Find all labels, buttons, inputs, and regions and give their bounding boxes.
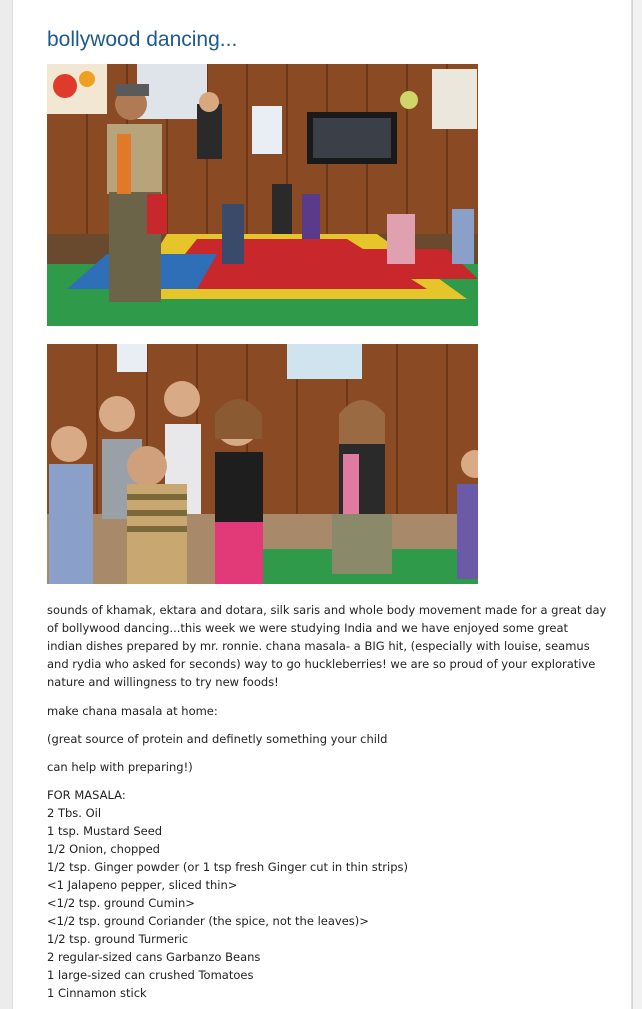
recipe-intro: make chana masala at home: — [47, 704, 218, 718]
ingredient-item: 2 Tbs. Oil — [47, 806, 102, 820]
blog-post — [12, 0, 632, 1009]
photo-2-illustration — [47, 344, 478, 584]
ingredient-item: 1 large-sized can crushed Tomatoes — [47, 968, 254, 982]
recipe-note-line-2: can help with preparing!) — [47, 760, 193, 774]
ingredient-item: 1 Cinnamon stick — [47, 986, 147, 1000]
ingredient-item: 2 regular-sized cans Garbanzo Beans — [47, 950, 261, 964]
photo-children-dancing[interactable] — [47, 344, 478, 584]
ingredient-item: <1/2 tsp. ground Cumin> — [47, 896, 195, 910]
recipe-note-line-1: (great source of protein and definetly something your child — [47, 732, 388, 746]
ingredient-item: <1 Jalapeno pepper, sliced thin> — [47, 878, 238, 892]
ingredient-item: <1/2 tsp. ground Coriander (the spice, not the leaves)> — [47, 914, 369, 928]
scrollbar-track[interactable] — [632, 0, 642, 1009]
masala-recipe — [47, 786, 607, 1002]
post-intro-paragraph: sounds of khamak, ektara and dotara, silk saris and whole body movement made for a great day of bollywood dancing...this week we were studying India and we have enjoyed some great indian dishes prepared by mr. ronnie. chana masala- a BIG hit, (especially with louise, seamus and rydia who asked for seconds) way to go huckleberries! we are so proud of your explorative nature and willingness to try new foods! — [47, 603, 607, 689]
photo-bollywood-dance-class[interactable] — [47, 64, 478, 326]
photo-1-illustration — [47, 64, 478, 326]
ingredient-item: 1 tsp. Mustard Seed — [47, 824, 163, 838]
ingredient-item: 1/2 tsp. ground Turmeric — [47, 932, 189, 946]
recipe-heading: FOR MASALA: — [47, 788, 126, 802]
post-title[interactable]: bollywood dancing... — [47, 28, 238, 51]
ingredient-item: 1/2 Onion, chopped — [47, 842, 160, 856]
ingredient-item: 1/2 tsp. Ginger powder (or 1 tsp fresh Ginger cut in thin strips) — [47, 860, 409, 874]
